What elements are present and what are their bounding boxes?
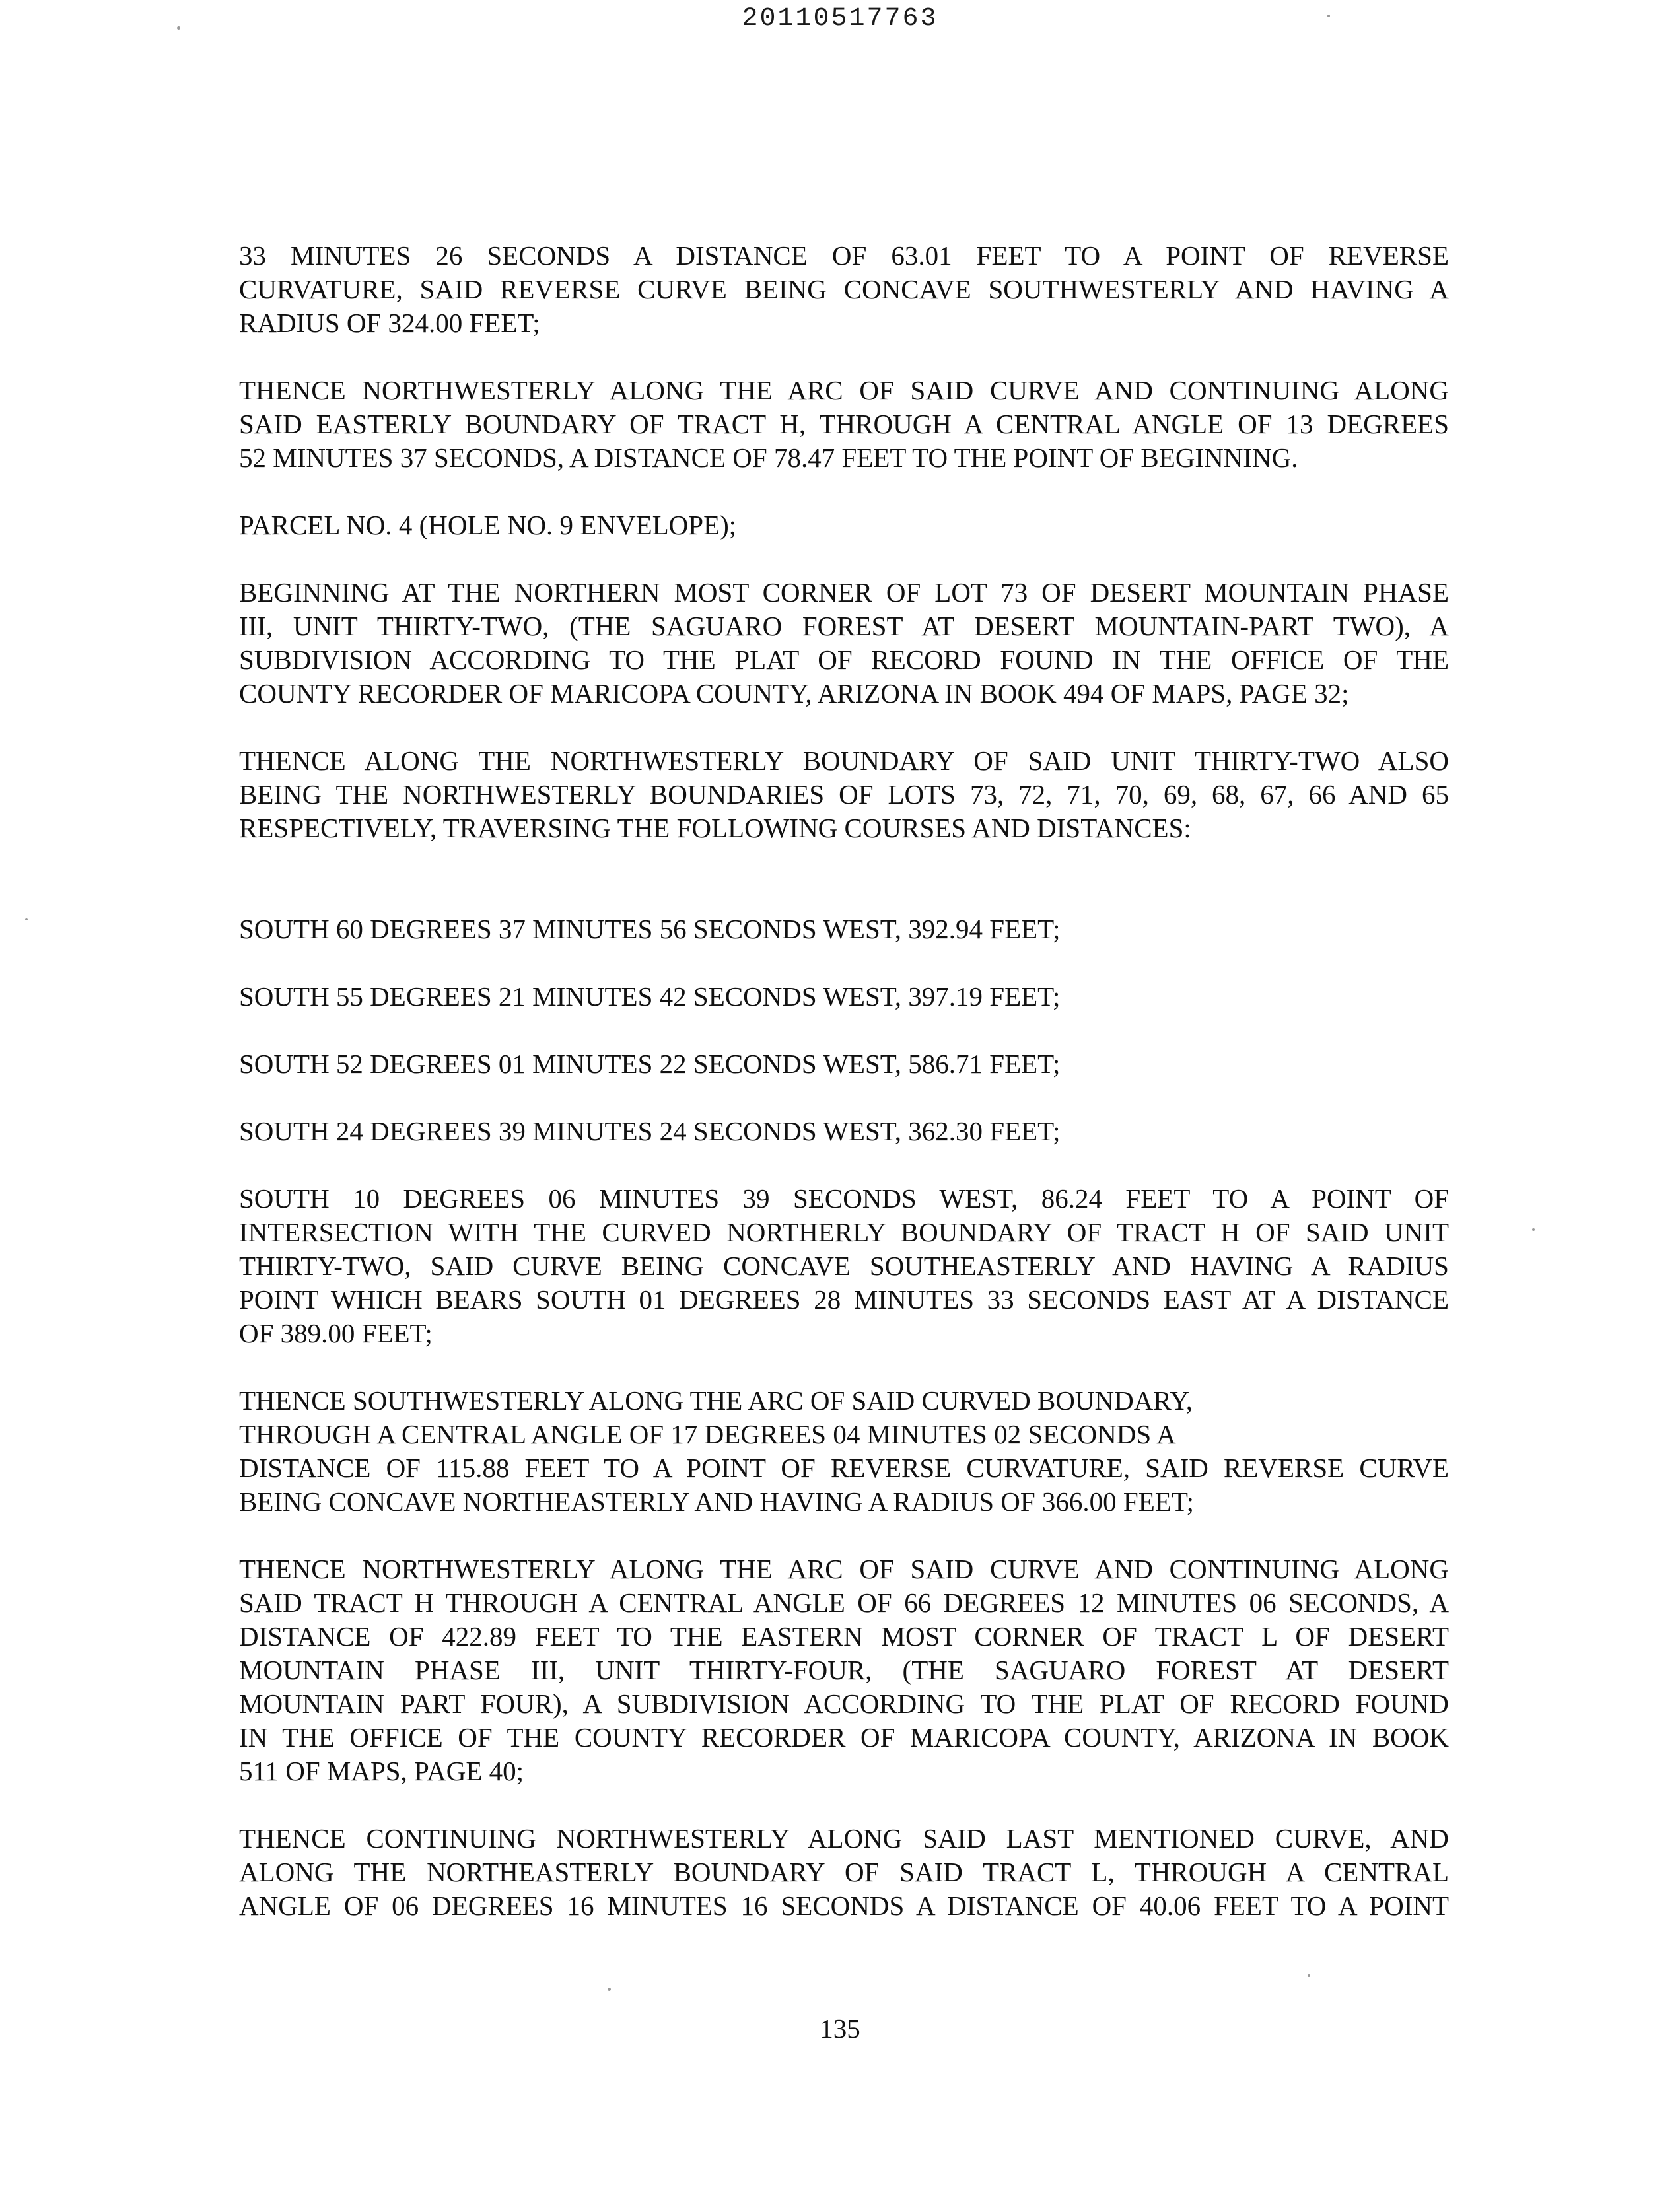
text-line: SOUTH 60 DEGREES 37 MINUTES 56 SECONDS WEST, 392.94 FEET; [239, 914, 1061, 944]
scan-speck [1532, 1228, 1535, 1231]
text-line: THENCE ALONG THE NORTHWESTERLY BOUNDARY OF SAID UNIT THIRTY-TWO ALSO [239, 746, 1449, 776]
course-item [239, 1047, 1449, 1081]
text-line: 511 OF MAPS, PAGE 40; [239, 1756, 524, 1786]
text-line: THENCE SOUTHWESTERLY ALONG THE ARC OF SAID CURVED BOUNDARY, [239, 1385, 1193, 1416]
paragraph-beginning-lot-73 [239, 576, 1449, 711]
spacer [239, 879, 1449, 913]
text-line: IN THE OFFICE OF THE COUNTY RECORDER OF MARICOPA COUNTY, ARIZONA IN BOOK [239, 1722, 1449, 1753]
text-line: III, UNIT THIRTY-TWO, (THE SAGUARO FOREST AT DESERT MOUNTAIN-PART TWO), A [239, 611, 1449, 641]
text-line: BEING CONCAVE NORTHEASTERLY AND HAVING A RADIUS OF 366.00 FEET; [239, 1486, 1194, 1517]
text-line: SOUTH 10 DEGREES 06 MINUTES 39 SECONDS WEST, 86.24 FEET TO A POINT OF [239, 1183, 1449, 1214]
text-line: BEING THE NORTHWESTERLY BOUNDARIES OF LOTS 73, 72, 71, 70, 69, 68, 67, 66 AND 65 [239, 779, 1449, 810]
text-line: SUBDIVISION ACCORDING TO THE PLAT OF RECORD FOUND IN THE OFFICE OF THE [239, 644, 1449, 675]
legal-description-body [239, 239, 1449, 1957]
text-line: THENCE CONTINUING NORTHWESTERLY ALONG SAID LAST MENTIONED CURVE, AND [239, 1823, 1449, 1854]
paragraph-continuing-northwesterly [239, 1822, 1449, 1923]
text-line: SAID EASTERLY BOUNDARY OF TRACT H, THROUGH A CENTRAL ANGLE OF 13 DEGREES [239, 409, 1449, 439]
paragraph-northwesterly-boundary [239, 744, 1449, 845]
paragraph-reverse-curvature [239, 239, 1449, 340]
text-line: OF 389.00 FEET; [239, 1318, 433, 1348]
scan-speck [1308, 1974, 1310, 1977]
paragraph-southwesterly-arc [239, 1384, 1449, 1519]
text-line: THENCE NORTHWESTERLY ALONG THE ARC OF SAID CURVE AND CONTINUING ALONG [239, 1554, 1449, 1584]
text-line: THENCE NORTHWESTERLY ALONG THE ARC OF SAID CURVE AND CONTINUING ALONG [239, 375, 1449, 405]
scan-speck [608, 1988, 611, 1991]
parcel-heading [239, 508, 1449, 542]
text-line: PARCEL NO. 4 (HOLE NO. 9 ENVELOPE); [239, 510, 737, 540]
text-line: POINT WHICH BEARS SOUTH 01 DEGREES 28 MINUTES 33 SECONDS EAST AT A DISTANCE [239, 1284, 1449, 1315]
text-line: 52 MINUTES 37 SECONDS, A DISTANCE OF 78.47 FEET TO THE POINT OF BEGINNING. [239, 442, 1298, 473]
text-line: DISTANCE OF 422.89 FEET TO THE EASTERN MOST CORNER OF TRACT L OF DESERT [239, 1621, 1449, 1651]
text-line: MOUNTAIN PART FOUR), A SUBDIVISION ACCORDING TO THE PLAT OF RECORD FOUND [239, 1688, 1449, 1719]
text-line: BEGINNING AT THE NORTHERN MOST CORNER OF LOT 73 OF DESERT MOUNTAIN PHASE [239, 577, 1449, 608]
text-line: SOUTH 24 DEGREES 39 MINUTES 24 SECONDS WEST, 362.30 FEET; [239, 1116, 1061, 1146]
text-line: SOUTH 52 DEGREES 01 MINUTES 22 SECONDS WEST, 586.71 FEET; [239, 1049, 1061, 1079]
document-number: 20110517763 [742, 4, 938, 34]
course-item [239, 1115, 1449, 1148]
text-line: RADIUS OF 324.00 FEET; [239, 308, 540, 338]
course-item [239, 980, 1449, 1014]
course-item [239, 913, 1449, 946]
scan-speck [25, 918, 28, 920]
text-line: SAID TRACT H THROUGH A CENTRAL ANGLE OF 66 DEGREES 12 MINUTES 06 SECONDS, A [239, 1587, 1449, 1618]
text-line: 33 MINUTES 26 SECONDS A DISTANCE OF 63.01 FEET TO A POINT OF REVERSE [239, 240, 1449, 271]
text-line: ALONG THE NORTHEASTERLY BOUNDARY OF SAID TRACT L, THROUGH A CENTRAL [239, 1857, 1449, 1887]
text-line: RESPECTIVELY, TRAVERSING THE FOLLOWING COURSES AND DISTANCES: [239, 813, 1191, 843]
scan-speck [1327, 15, 1330, 17]
text-line: THIRTY-TWO, SAID CURVE BEING CONCAVE SOUTHEASTERLY AND HAVING A RADIUS [239, 1251, 1449, 1281]
page-number: 135 [820, 2013, 860, 2044]
courses-list [239, 913, 1449, 1148]
scan-speck [177, 26, 180, 30]
text-line: THROUGH A CENTRAL ANGLE OF 17 DEGREES 04 MINUTES 02 SECONDS A [239, 1419, 1176, 1449]
text-line: SOUTH 55 DEGREES 21 MINUTES 42 SECONDS WEST, 397.19 FEET; [239, 981, 1061, 1012]
paragraph-intersection-tract-h [239, 1182, 1449, 1350]
text-line: DISTANCE OF 115.88 FEET TO A POINT OF REVERSE CURVATURE, SAID REVERSE CURVE [239, 1453, 1449, 1483]
text-line: COUNTY RECORDER OF MARICOPA COUNTY, ARIZONA IN BOOK 494 OF MAPS, PAGE 32; [239, 678, 1349, 709]
paragraph-point-of-beginning [239, 374, 1449, 475]
text-line: INTERSECTION WITH THE CURVED NORTHERLY BOUNDARY OF TRACT H OF SAID UNIT [239, 1217, 1449, 1247]
text-line: CURVATURE, SAID REVERSE CURVE BEING CONCAVE SOUTHWESTERLY AND HAVING A [239, 274, 1449, 304]
text-line: ANGLE OF 06 DEGREES 16 MINUTES 16 SECONDS A DISTANCE OF 40.06 FEET TO A POINT [239, 1891, 1449, 1921]
paragraph-tract-l-corner [239, 1552, 1449, 1788]
text-line: MOUNTAIN PHASE III, UNIT THIRTY-FOUR, (THE SAGUARO FOREST AT DESERT [239, 1655, 1449, 1685]
